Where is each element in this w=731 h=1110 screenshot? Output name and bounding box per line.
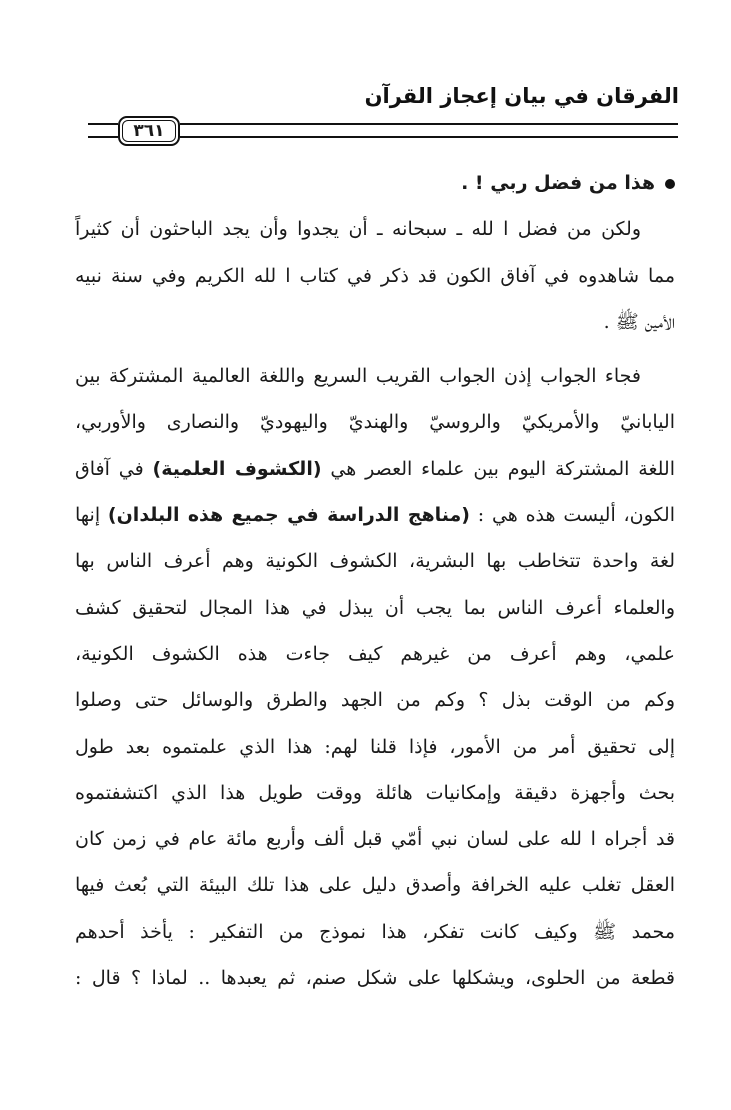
paragraph-line: لغة واحدة تتخاطب بها البشرية، الكشوف الكونية وهم أعرف الناس بها: [75, 550, 675, 573]
header-rule: [88, 114, 678, 150]
text-segment: إنها: [75, 504, 108, 527]
text-segment: الكون، أليست هذه هي :: [469, 504, 675, 527]
paragraph-line: علمي، وهم أعرف من غيرهم كيف جاءت هذه الكشوف الكونية،: [75, 642, 675, 665]
paragraph-line: بحث وأجهزة دقيقة وإمكانيات هائلة ووقت طويل هذا الذي اكتشفتموه: [75, 781, 675, 804]
paragraph-line: قد أجراه ا لله على لسان نبي أمّي قبل ألف وأربع مائة عام في زمن كان: [75, 828, 675, 851]
rule-line-top-left: [88, 123, 118, 125]
paragraph-line: [75, 446, 675, 492]
bullet-heading-line: [75, 160, 675, 206]
bullet-heading: هذا من فضل ربي ! .: [461, 172, 655, 194]
paragraph-gap: [75, 345, 675, 353]
paragraph-line: والعلماء أعرف الناس بما يجب أن يبذل في هذا المجال لتحقيق كشف: [75, 596, 675, 619]
page-number-frame: [118, 116, 180, 146]
bold-term-scientific-discoveries: (الكشوف العلمية): [152, 457, 322, 480]
paragraph-line: مما شاهدوه في آفاق الكون قد ذكر في كتاب ا لله الكريم وفي سنة نبيه: [75, 264, 675, 287]
paragraph-line: قطعة من الحلوى، ويشكلها على شكل صنم، ثم يعبدها .. لماذا ؟ قال :: [75, 967, 675, 990]
paragraph-line: فجاء الجواب إذن الجواب القريب السريع واللغة العالمية المشتركة بين: [75, 365, 641, 388]
text-segment: اللغة المشتركة اليوم بين علماء العصر هي: [321, 457, 675, 480]
paragraph-line: إلى تحقيق أمر من الأمور، فإذا قلنا لهم: هذا الذي علمتموه بعد طول: [75, 735, 675, 758]
bold-term-study-curricula: (مناهج الدراسة في جميع هذه البلدان): [107, 504, 470, 527]
paragraph-line: اليابانيّ والأمريكيّ والروسيّ والهنديّ واليهوديّ والنصارى والأوربي،: [75, 411, 675, 434]
paragraph-line: الأمين ﷺ .: [603, 310, 675, 333]
bullet-icon: [665, 179, 675, 189]
paragraph-line: [75, 492, 675, 538]
body-text: [75, 160, 675, 1001]
paragraph-line: العقل تغلب عليه الخرافة وأصدق دليل على هذا تلك البيئة التي بُعث فيها: [75, 874, 675, 897]
paragraph-line: محمد ﷺ وكيف كانت تفكر، هذا نموذج من التفكير : يأخذ أحدهم: [75, 920, 675, 943]
rule-line-bottom-right: [180, 136, 678, 138]
rule-line-top-right: [180, 123, 678, 125]
page-number: ٣٦١: [122, 120, 176, 142]
running-title: الفرقان في بيان إعجاز القرآن: [364, 84, 679, 108]
rule-line-bottom-left: [88, 136, 118, 138]
text-segment: في آفاق: [75, 457, 153, 480]
paragraph-line: وكم من الوقت بذل ؟ وكم من الجهد والطرق والوسائل حتى وصلوا: [75, 689, 675, 712]
paragraph-line: ولكن من فضل ا لله ـ سبحانه ـ أن يجدوا وأن يجد الباحثون أن كثيراً: [75, 218, 641, 241]
